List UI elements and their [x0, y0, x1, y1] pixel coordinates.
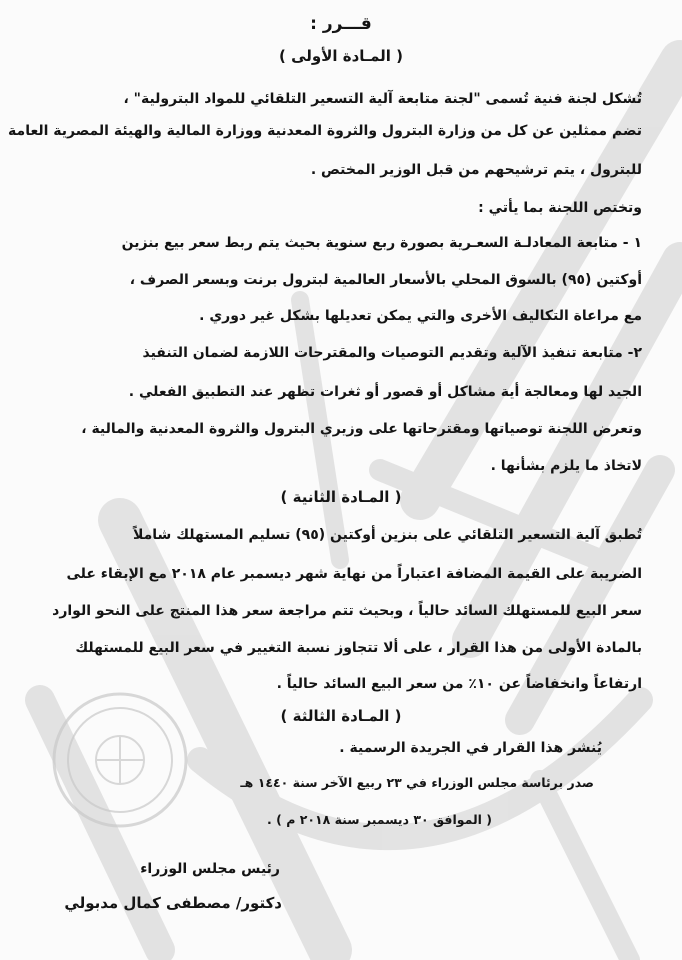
- issue-date-line: ( الموافق ٣٠ ديسمبر سنة ٢٠١٨ م ) .: [267, 812, 492, 827]
- article-2-line: تُطبق آلية التسعير التلقائي على بنزين أوكتين (٩٥) تسليم المستهلك شاملاً: [133, 527, 642, 543]
- article-1-line: الجيد لها ومعالجة أية مشاكل أو قصور أو ثغرات تظهر عند التطبيق الفعلي .: [128, 384, 642, 400]
- article-2-line: الضريبة على القيمة المضافة اعتباراً من نهاية شهر ديسمبر عام ٢٠١٨ مع الإبقاء على: [66, 566, 642, 582]
- article-1-line: وتعرض اللجنة توصياتها ومقترحاتها على وزيري البترول والثروة المعدنية والمالية ،: [81, 421, 642, 437]
- decree-heading: قـــرر :: [310, 14, 372, 34]
- article-2-title: ( المـادة الثانية ): [280, 488, 402, 506]
- article-2-line: بالمادة الأولى من هذا القرار ، على ألا تتجاوز نسبة التغيير في سعر البيع للمستهلك: [75, 640, 642, 656]
- article-2-line: سعر البيع للمستهلك السائد حالياً ، وبحيث تتم مراجعة سعر هذا المنتج على النحو الوارد: [52, 603, 642, 619]
- issue-date-line: صدر برئاسة مجلس الوزراء في ٢٣ ربيع الآخر سنة ١٤٤٠ هـ: [240, 775, 594, 790]
- article-1-line: تضم ممثلين عن كل من وزارة البترول والثروة المعدنية ووزارة المالية والهيئة المصرية العامة: [8, 123, 642, 139]
- article-1-line: لاتخاذ ما يلزم بشأنها .: [490, 458, 642, 474]
- article-1-line: مع مراعاة التكاليف الأخرى والتي يمكن تعديلها بشكل غير دوري .: [199, 308, 642, 324]
- signature-title: رئيس مجلس الوزراء: [140, 861, 280, 877]
- article-2-line: ارتفاعاً وانخفاضاً عن ١٠٪ من سعر البيع السائد حالياً .: [276, 676, 642, 692]
- article-3-title: ( المـادة الثالثة ): [280, 707, 402, 725]
- article-1-line: أوكتين (٩٥) بالسوق المحلي بالأسعار العالمية لبترول برنت وبسعر الصرف ،: [129, 272, 642, 288]
- article-1-line: تُشكل لجنة فنية تُسمى "لجنة متابعة آلية التسعير التلقائي للمواد البترولية" ،: [123, 91, 642, 107]
- article-1-line: وتختص اللجنة بما يأتي :: [478, 200, 642, 216]
- article-1-title: ( المـادة الأولى ): [279, 47, 403, 65]
- article-1-line: للبترول ، يتم ترشيحهم من قبل الوزير المختص .: [310, 162, 642, 178]
- signature-name: دكتور/ مصطفى كمال مدبولي: [64, 894, 282, 912]
- article-3-line: يُنشر هذا القرار في الجريدة الرسمية .: [339, 740, 602, 756]
- article-1-line: ١ - متابعة المعادلـة السعـرية بصورة ربع سنوية بحيث يتم ربط سعر بيع بنزين: [121, 235, 642, 251]
- article-1-line: ٢- متابعة تنفيذ الآلية وتقديم التوصيات والمقترحات اللازمة لضمان التنفيذ: [142, 345, 642, 361]
